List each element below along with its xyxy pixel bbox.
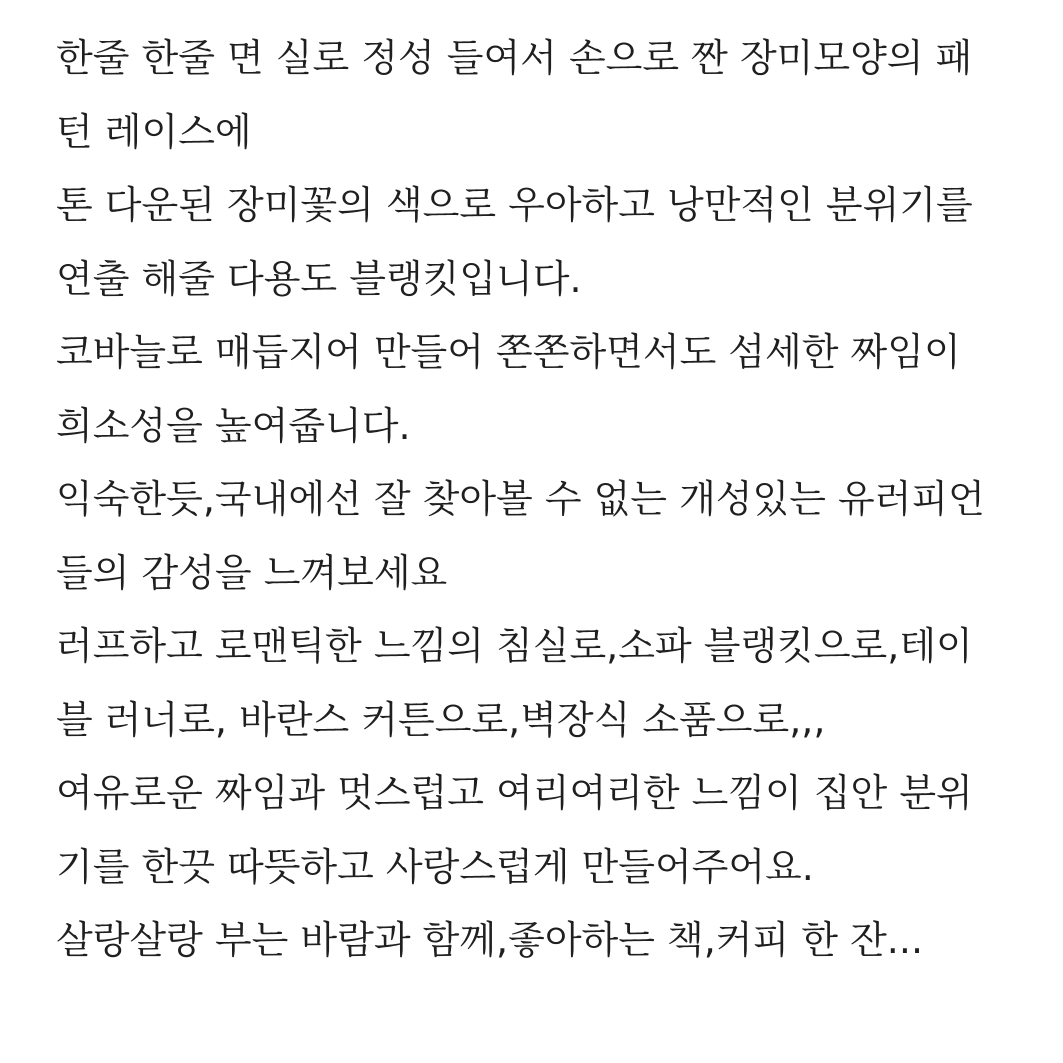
description-line-10: 블 러너로, 바란스 커튼으로,벽장식 소품으로,,, bbox=[56, 697, 826, 742]
description-line-9: 러프하고 로맨틱한 느낌의 침실로,소파 블랭킷으로,테이 bbox=[56, 624, 973, 668]
description-line-6: 희소성을 높여줍니다. bbox=[56, 403, 411, 448]
description-line-11: 여유로운 짜임과 멋스럽고 여리여리한 느낌이 집안 분위 bbox=[56, 771, 973, 815]
description-line-12: 기를 한끗 따뜻하고 사랑스럽게 만들어주어요. bbox=[56, 844, 814, 889]
description-line-5: 코바늘로 매듭지어 만들어 쫀쫀하면서도 섬세한 짜임이 bbox=[56, 330, 961, 374]
description-line-13: 살랑살랑 부는 바람과 함께,좋아하는 책,커피 한 잔... bbox=[56, 918, 924, 962]
description-line-2: 턴 레이스에 bbox=[56, 109, 252, 154]
description-line-7: 익숙한듯,국내에선 잘 찾아볼 수 없는 개성있는 유러피언 bbox=[56, 477, 985, 521]
description-line-3: 톤 다운된 장미꽃의 색으로 우아하고 낭만적인 분위기를 bbox=[56, 183, 973, 227]
product-description bbox=[56, 22, 1046, 978]
description-line-1: 한줄 한줄 면 실로 정성 들여서 손으로 짠 장미모양의 패 bbox=[56, 36, 973, 80]
description-line-4: 연출 해줄 다용도 블랭킷입니다. bbox=[56, 256, 582, 301]
description-line-8: 들의 감성을 느껴보세요 bbox=[56, 550, 448, 595]
